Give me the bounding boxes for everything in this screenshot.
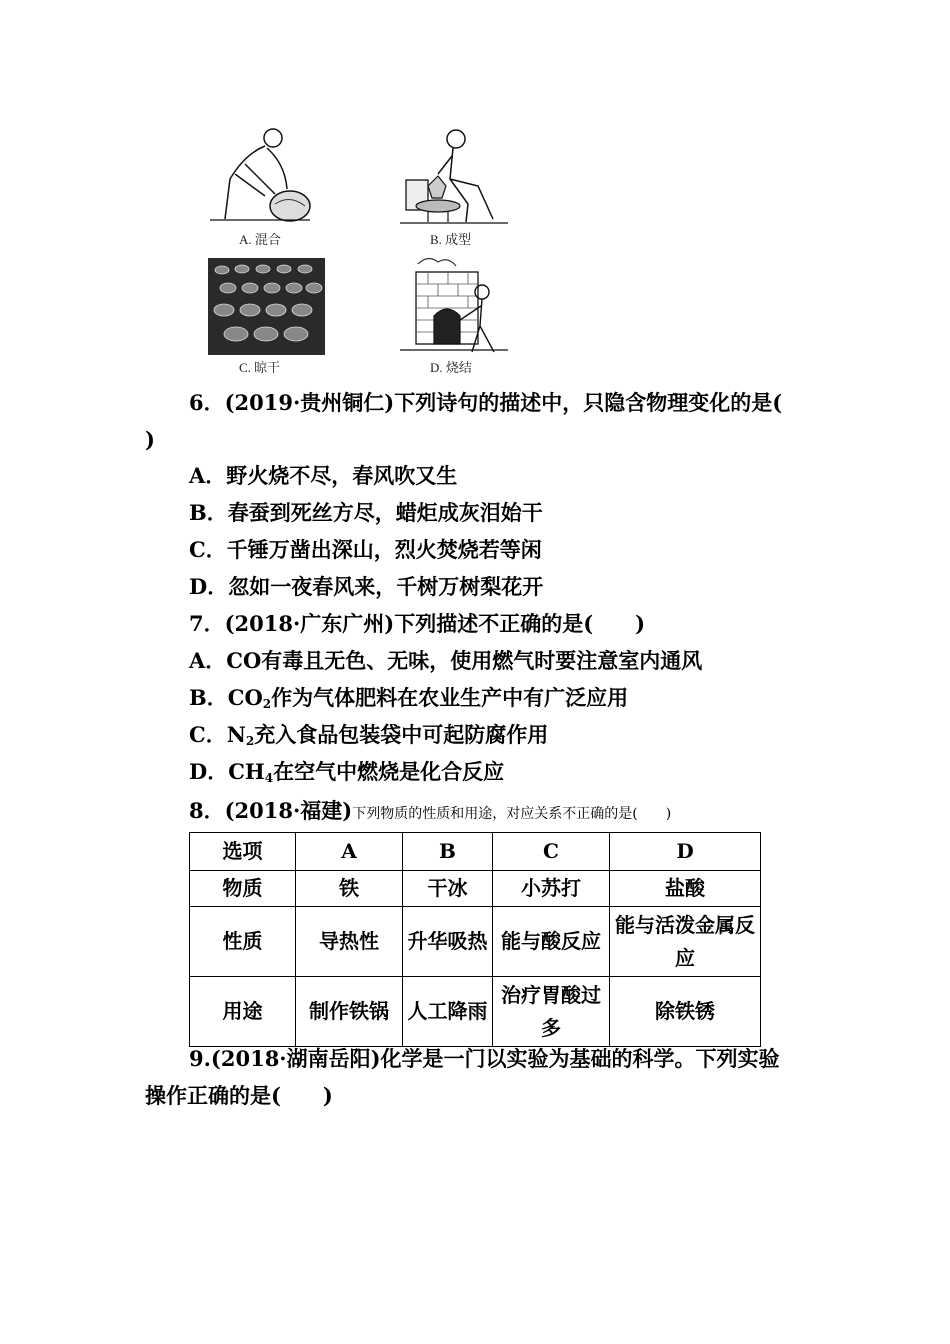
q9-line2: 操作正确的是( ) xyxy=(145,1083,333,1108)
table-cell: 能与酸反应 xyxy=(493,907,610,977)
q8-table xyxy=(189,832,761,1047)
q7-option-a: A．CO有毒且无色、无味，使用燃气时要注意室内通风 xyxy=(189,648,703,673)
table-cell: 小苏打 xyxy=(493,871,610,907)
q7-option-b xyxy=(189,683,628,719)
table-cell: 除铁锈 xyxy=(610,977,761,1047)
q7-option-d xyxy=(189,757,504,793)
table-cell: C xyxy=(493,833,610,871)
table-cell: 用途 xyxy=(190,977,296,1047)
table-cell: 人工降雨 xyxy=(403,977,493,1047)
table-cell: B xyxy=(403,833,493,871)
figure-d-caption: D. 烧结 xyxy=(430,360,472,375)
q9-line1: 9.(2018·湖南岳阳)化学是一门以实验为基础的科学。下列实验 xyxy=(189,1046,780,1071)
q8-stem-rest: 下列物质的性质和用途，对应关系不正确的是( ) xyxy=(352,806,672,822)
table-cell: D xyxy=(610,833,761,871)
table-cell: 升华吸热 xyxy=(403,907,493,977)
table-row xyxy=(190,907,761,977)
table-row xyxy=(190,871,761,907)
q7-option-d-pre: D．CH xyxy=(189,759,265,784)
q6-option-b: B．春蚕到死丝方尽，蜡炬成灰泪始干 xyxy=(189,500,543,525)
q7-option-c-pre: C．N xyxy=(189,722,246,747)
table-cell: 性质 xyxy=(190,907,296,977)
table-header-row xyxy=(190,833,761,871)
q7-option-c-post: 充入食品包装袋中可起防腐作用 xyxy=(254,722,549,747)
table-cell: 制作铁锅 xyxy=(296,977,403,1047)
q6-option-c: C．千锤万凿出深山，烈火焚烧若等闲 xyxy=(189,537,542,562)
table-cell: 盐酸 xyxy=(610,871,761,907)
figure-drying xyxy=(208,258,325,355)
figure-b-caption: B. 成型 xyxy=(430,232,472,247)
q7-option-c xyxy=(189,720,548,756)
table-cell: 干冰 xyxy=(403,871,493,907)
q6-stem-end: ) xyxy=(145,427,155,452)
figure-c-caption: C. 晾干 xyxy=(239,360,281,375)
q7-option-c-sub: 2 xyxy=(245,734,255,748)
q7-option-b-pre: B．CO xyxy=(189,685,263,710)
table-cell: 治疗胃酸过多 xyxy=(493,977,610,1047)
figure-firing xyxy=(398,254,510,357)
q6-option-a: A．野火烧不尽，春风吹又生 xyxy=(189,463,458,488)
table-cell: 能与活泼金属反应 xyxy=(610,907,761,977)
table-cell: 铁 xyxy=(296,871,403,907)
q7-option-d-post: 在空气中燃烧是化合反应 xyxy=(273,759,505,784)
q7-option-b-post: 作为气体肥料在农业生产中有广泛应用 xyxy=(271,685,629,710)
table-row xyxy=(190,977,761,1047)
table-cell: A xyxy=(296,833,403,871)
q8-stem xyxy=(189,796,671,829)
table-cell: 物质 xyxy=(190,871,296,907)
q6-stem: 6．(2019·贵州铜仁)下列诗句的描述中，只隐含物理变化的是( xyxy=(189,390,783,415)
q8-stem-bold: 8．(2018·福建) xyxy=(189,798,353,823)
figure-a-caption: A. 混合 xyxy=(239,232,281,247)
figure-shaping xyxy=(398,124,510,228)
figure-mixing xyxy=(205,124,315,228)
table-cell: 选项 xyxy=(190,833,296,871)
q7-option-b-sub: 2 xyxy=(262,697,272,711)
q6-option-d: D．忽如一夜春风来，千树万树梨花开 xyxy=(189,574,544,599)
q7-option-d-sub: 4 xyxy=(264,771,274,785)
q7-stem: 7．(2018·广东广州)下列描述不正确的是( ) xyxy=(189,611,646,636)
table-cell: 导热性 xyxy=(296,907,403,977)
